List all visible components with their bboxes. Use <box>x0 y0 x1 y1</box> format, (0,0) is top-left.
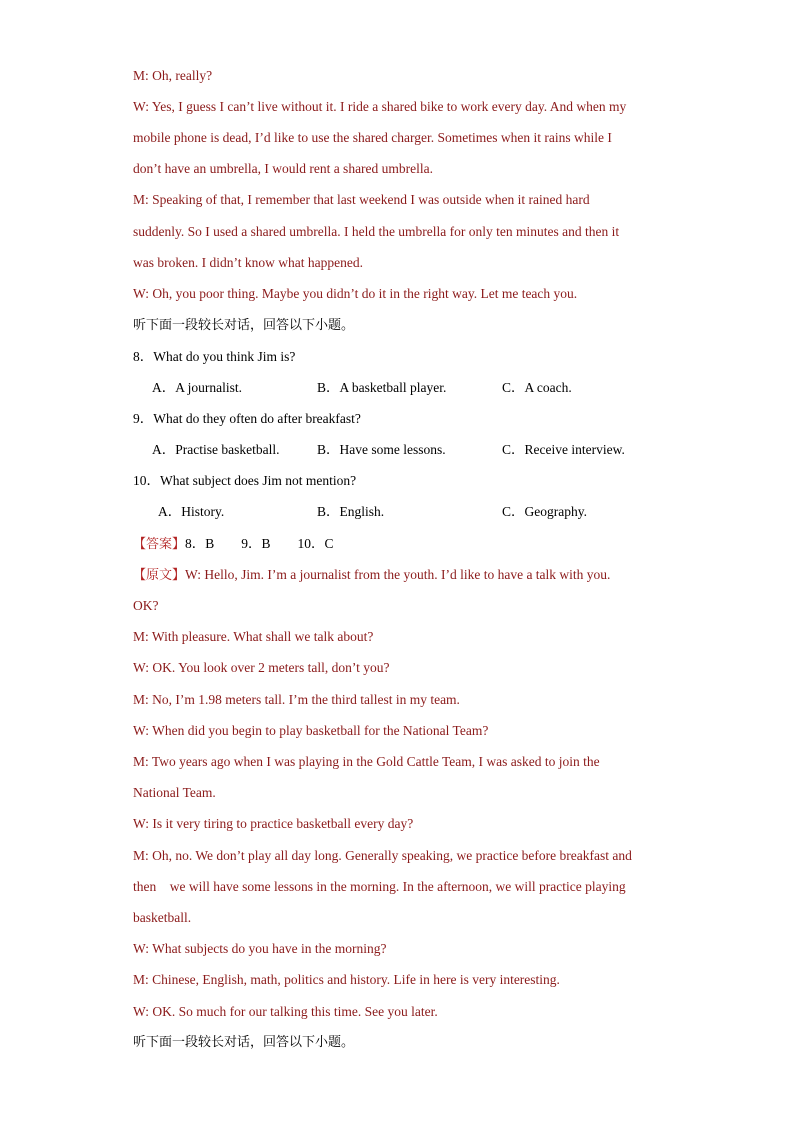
transcript-first-line <box>133 567 610 584</box>
transcript-line: M: Two years ago when I was playing in the Gold Cattle Team, I was asked to join the <box>133 754 600 769</box>
option-c: C．Geography. <box>502 504 587 519</box>
dialogue-line: M: Oh, really? <box>133 68 213 83</box>
option-b: B．A basketball player. <box>317 380 447 395</box>
option-c: C．Receive interview. <box>502 442 625 457</box>
transcript-line: W: Is it very tiring to practice basketball every day? <box>133 816 414 831</box>
dialogue-line: W: Yes, I guess I can’t live without it. I ride a shared bike to work every day. And when my <box>133 99 627 114</box>
dialogue-line: was broken. I didn’t know what happened. <box>133 255 363 270</box>
answer-text: 8．B 9．B 10．C <box>185 536 334 551</box>
section-instruction: 听下面一段较长对话，回答以下小题。 <box>133 1035 355 1050</box>
transcript-text: W: Hello, Jim. I’m a journalist from the youth. I’d like to have a talk with you. <box>185 567 611 582</box>
option-a: A．Practise basketball. <box>152 442 280 457</box>
question-stem: 9．What do they often do after breakfast? <box>133 411 361 426</box>
transcript-line: W: OK. You look over 2 meters tall, don’t you? <box>133 660 390 675</box>
option-b: B．Have some lessons. <box>317 442 446 457</box>
option-a: A．A journalist. <box>152 380 242 395</box>
transcript-tag: 【原文】 <box>133 568 186 583</box>
dialogue-line: M: Speaking of that, I remember that last weekend I was outside when it rained hard <box>133 192 590 207</box>
dialogue-line: W: Oh, you poor thing. Maybe you didn’t do it in the right way. Let me teach you. <box>133 286 578 301</box>
dialogue-line: mobile phone is dead, I’d like to use the shared charger. Sometimes when it rains while I <box>133 130 612 145</box>
answer-tag: 【答案】 <box>133 537 186 552</box>
dialogue-line: don’t have an umbrella, I would rent a shared umbrella. <box>133 161 434 176</box>
question-stem: 10．What subject does Jim not mention? <box>133 473 357 488</box>
option-b: B．English. <box>317 504 385 519</box>
transcript-line: M: Chinese, English, math, politics and history. Life in here is very interesting. <box>133 972 560 987</box>
transcript-line: M: No, I’m 1.98 meters tall. I’m the third tallest in my team. <box>133 692 460 707</box>
transcript-line: M: Oh, no. We don’t play all day long. Generally speaking, we practice before breakfast and <box>133 848 632 863</box>
transcript-line: M: With pleasure. What shall we talk about? <box>133 629 374 644</box>
transcript-line: W: When did you begin to play basketball for the National Team? <box>133 723 489 738</box>
section-instruction: 听下面一段较长对话，回答以下小题。 <box>133 318 355 333</box>
option-a: A．History. <box>158 504 225 519</box>
option-c: C．A coach. <box>502 380 572 395</box>
transcript-line: then we will have some lessons in the morning. In the afternoon, we will practice playing <box>133 879 626 894</box>
question-stem: 8．What do you think Jim is? <box>133 349 296 364</box>
transcript-line: W: OK. So much for our talking this time. See you later. <box>133 1004 438 1019</box>
answer-line <box>133 536 334 553</box>
transcript-line: basketball. <box>133 910 192 925</box>
dialogue-line: suddenly. So I used a shared umbrella. I held the umbrella for only ten minutes and then it <box>133 224 620 239</box>
transcript-line: W: What subjects do you have in the morning? <box>133 941 387 956</box>
transcript-line: OK? <box>133 598 159 613</box>
transcript-line: National Team. <box>133 785 216 800</box>
